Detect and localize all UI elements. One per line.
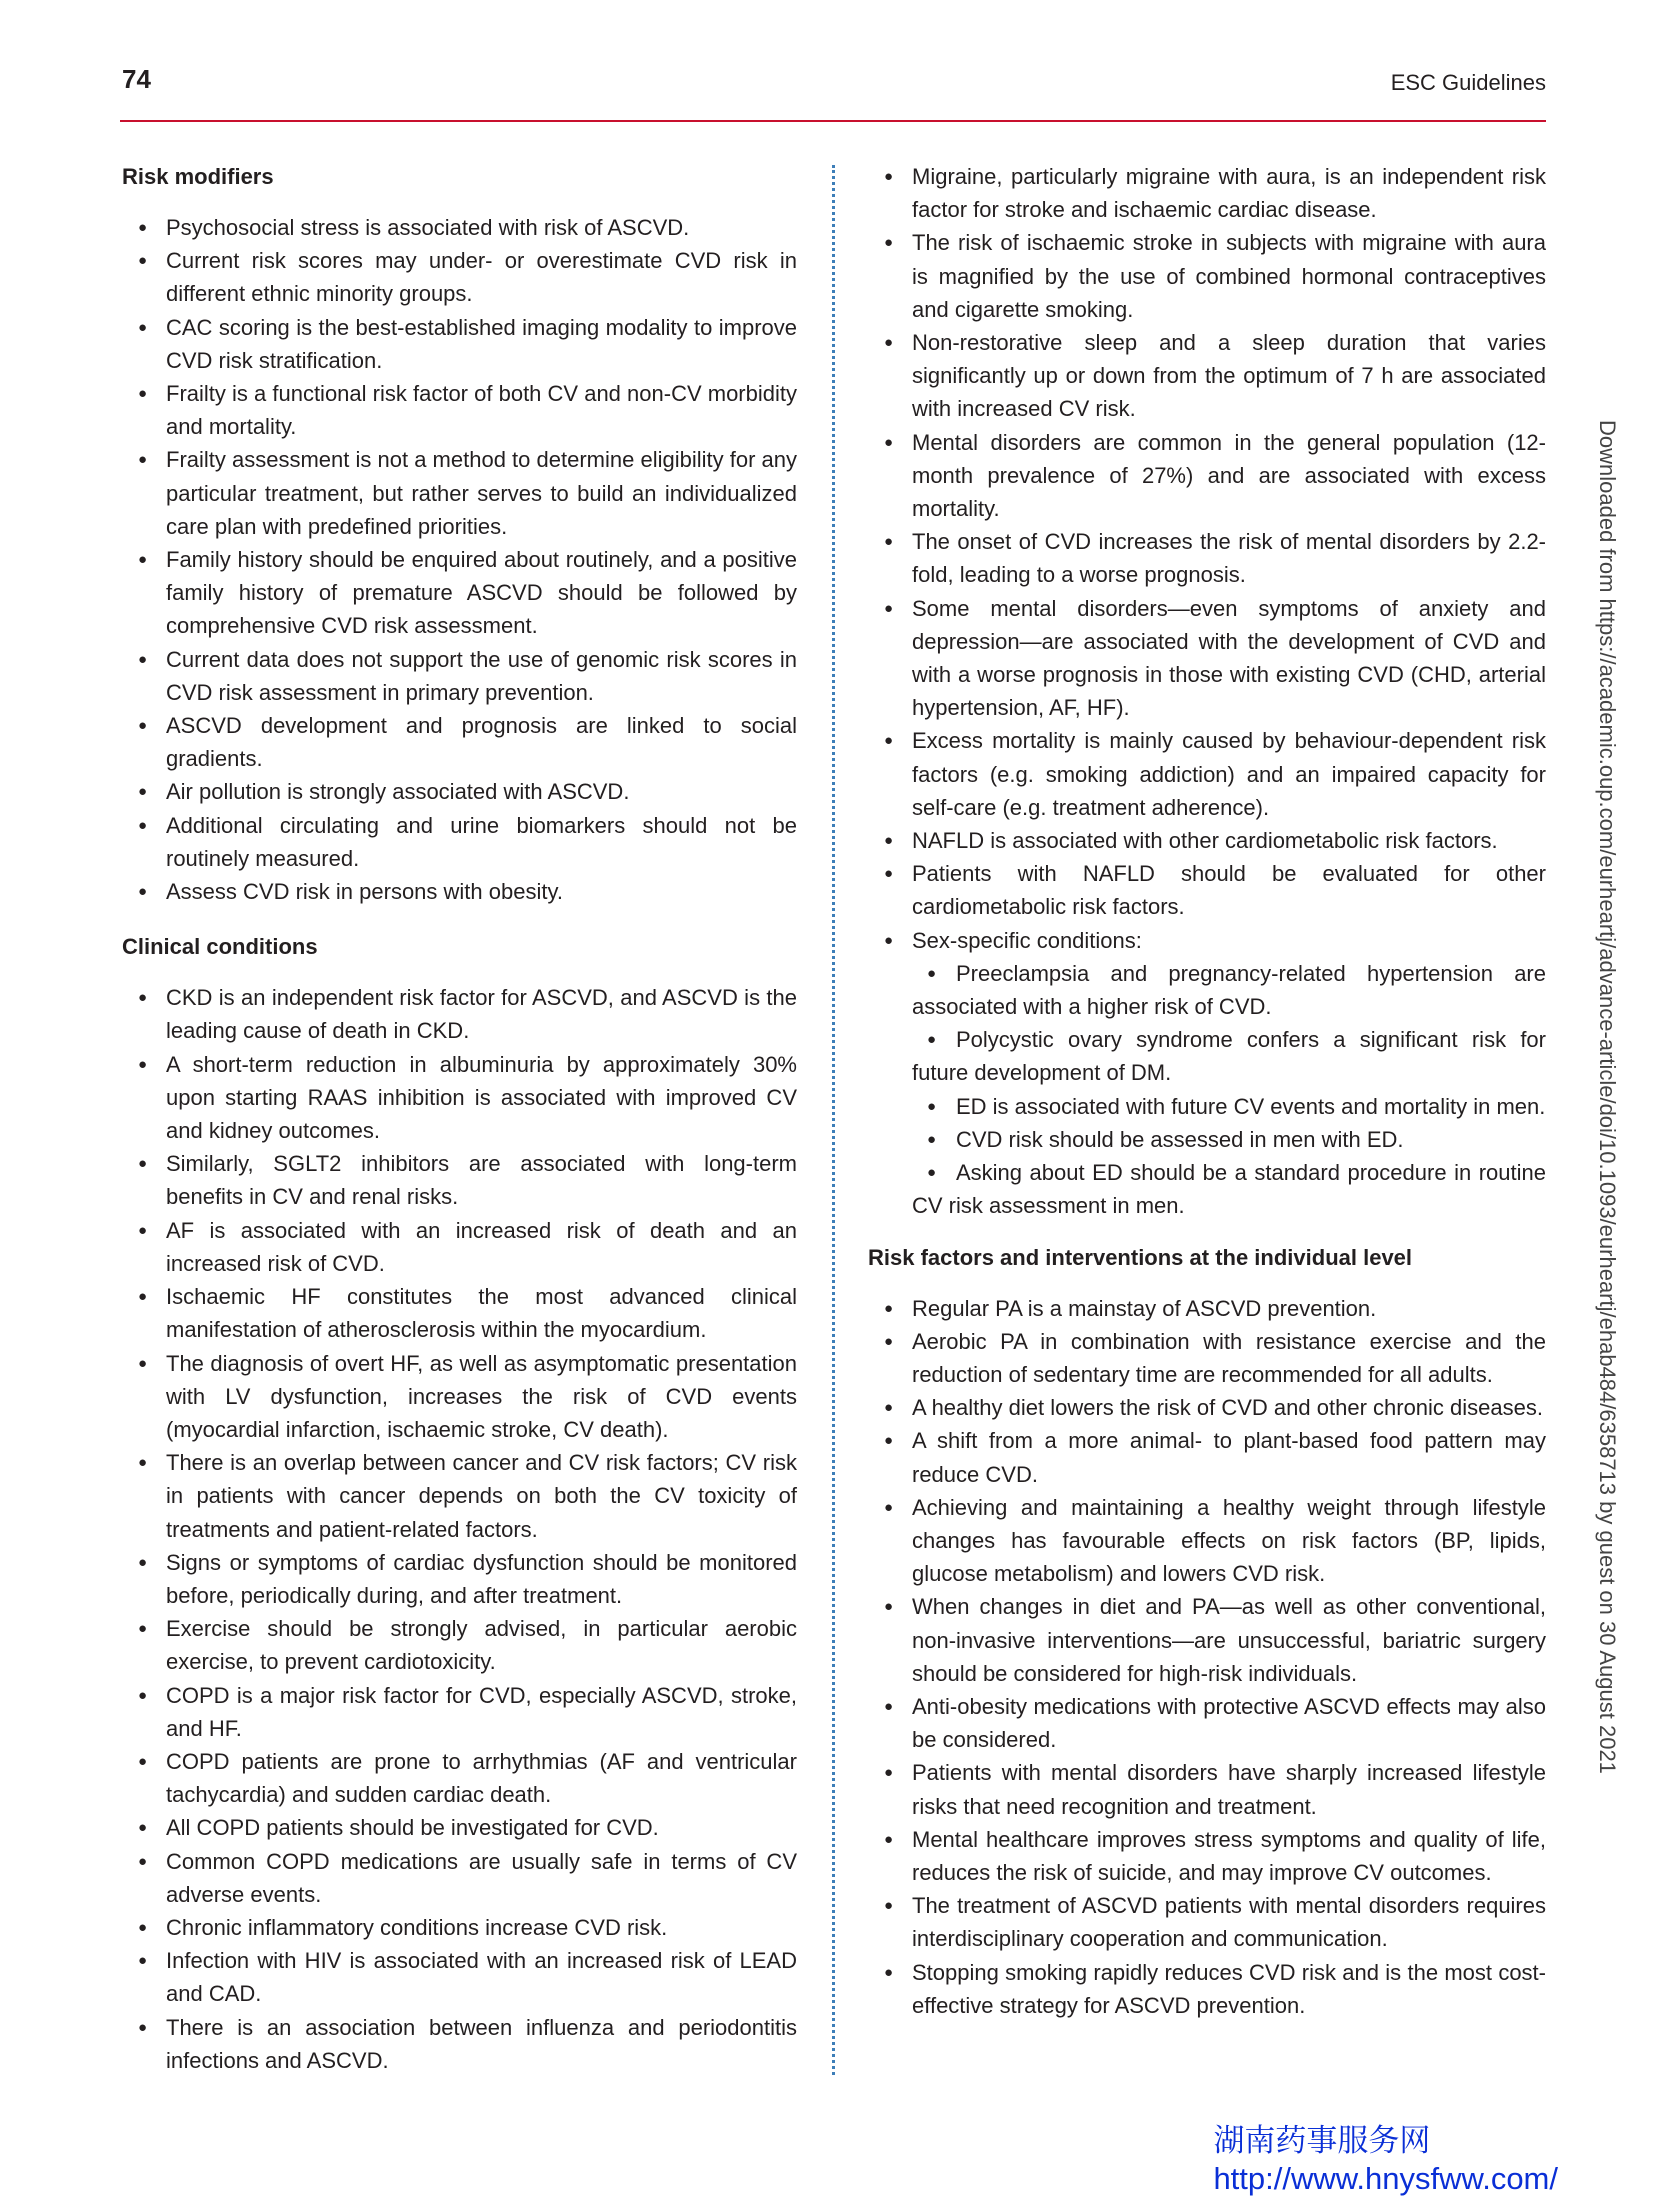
list-item: ● ASCVD development and prognosis are linked to social gradients. xyxy=(122,709,797,775)
list-item: ● COPD is a major risk factor for CVD, especially ASCVD, stroke, and HF. xyxy=(122,1679,797,1745)
watermark xyxy=(1213,2122,1558,2198)
list-item: ● Air pollution is strongly associated with ASCVD. xyxy=(122,775,797,808)
list-item: ● Exercise should be strongly advised, in particular aerobic exercise, to prevent cardiotoxicity. xyxy=(122,1612,797,1678)
list-item: ● NAFLD is associated with other cardiometabolic risk factors. xyxy=(868,824,1546,857)
list-item: ● COPD patients are prone to arrhythmias (AF and ventricular tachycardia) and sudden cardiac death. xyxy=(122,1745,797,1811)
right-column xyxy=(868,160,1546,2022)
list-item: ● Asking about ED should be a standard procedure in routine CV risk assessment in men. xyxy=(912,1156,1546,1222)
list-item: ● Some mental disorders—even symptoms of anxiety and depression—are associated with the development of CVD and with a worse prognosis in those with existing CVD (CHD, arterial hypertension, AF, HF). xyxy=(868,592,1546,725)
list-item: ● All COPD patients should be investigated for CVD. xyxy=(122,1811,797,1844)
list-item: ● Additional circulating and urine biomarkers should not be routinely measured. xyxy=(122,809,797,875)
list-item: ● Assess CVD risk in persons with obesity. xyxy=(122,875,797,908)
column-divider xyxy=(832,165,835,2075)
list-item: ● Infection with HIV is associated with an increased risk of LEAD and CAD. xyxy=(122,1944,797,2010)
list-item: ● Stopping smoking rapidly reduces CVD risk and is the most cost-effective strategy for ASCVD prevention. xyxy=(868,1956,1546,2022)
header-rule xyxy=(120,120,1546,122)
list-item: ● The risk of ischaemic stroke in subjects with migraine with aura is magnified by the use of combined hormonal contraceptives and cigarette smoking. xyxy=(868,226,1546,326)
list-item: ● Non-restorative sleep and a sleep duration that varies significantly up or down from the optimum of 7 h are associated with increased CV risk. xyxy=(868,326,1546,426)
list-item: ● Mental disorders are common in the general population (12-month prevalence of 27%) and are associated with excess mortality. xyxy=(868,426,1546,526)
list-item: ● AF is associated with an increased risk of death and an increased risk of CVD. xyxy=(122,1214,797,1280)
list-item: ● The diagnosis of overt HF, as well as asymptomatic presentation with LV dysfunction, increases the risk of CVD events (myocardial infarction, ischaemic stroke, CV death). xyxy=(122,1347,797,1447)
list-item: ● CKD is an independent risk factor for ASCVD, and ASCVD is the leading cause of death in CKD. xyxy=(122,981,797,1047)
list-item: ● Excess mortality is mainly caused by behaviour-dependent risk factors (e.g. smoking addiction) and an impaired capacity for self-care (e.g. treatment adherence). xyxy=(868,724,1546,824)
list-item: ● Mental healthcare improves stress symptoms and quality of life, reduces the risk of suicide, and may improve CV outcomes. xyxy=(868,1823,1546,1889)
sex-specific-sublist xyxy=(912,957,1546,1223)
list-item: ● Regular PA is a mainstay of ASCVD prevention. xyxy=(868,1292,1546,1325)
list-item: ● When changes in diet and PA—as well as other conventional, non-invasive interventions—are unsuccessful, bariatric surgery should be considered for high-risk individuals. xyxy=(868,1590,1546,1690)
sex-specific-list xyxy=(868,924,1546,1223)
list-item: ● Polycystic ovary syndrome confers a significant risk for future development of DM. xyxy=(912,1023,1546,1089)
list-item: ● Family history should be enquired about routinely, and a positive family history of premature ASCVD should be followed by comprehensive CVD risk assessment. xyxy=(122,543,797,643)
list-item: ● Signs or symptoms of cardiac dysfunction should be monitored before, periodically during, and after treatment. xyxy=(122,1546,797,1612)
list-item: ● CAC scoring is the best-established imaging modality to improve CVD risk stratification. xyxy=(122,311,797,377)
list-item: ● Current data does not support the use of genomic risk scores in CVD risk assessment in primary prevention. xyxy=(122,643,797,709)
individual-level-list xyxy=(868,1292,1546,2022)
list-item: ● Common COPD medications are usually safe in terms of CV adverse events. xyxy=(122,1845,797,1911)
list-item: ● Frailty assessment is not a method to determine eligibility for any particular treatment, but rather serves to build an individualized care plan with predefined priorities. xyxy=(122,443,797,543)
list-item: ● Patients with NAFLD should be evaluated for other cardiometabolic risk factors. xyxy=(868,857,1546,923)
list-item: ● Chronic inflammatory conditions increase CVD risk. xyxy=(122,1911,797,1944)
list-item: ● Frailty is a functional risk factor of both CV and non-CV morbidity and mortality. xyxy=(122,377,797,443)
sex-specific-label: Sex-specific conditions: xyxy=(912,927,1142,953)
list-item: ● There is an association between influenza and periodontitis infections and ASCVD. xyxy=(122,2011,797,2077)
left-column xyxy=(122,160,797,2077)
risk-modifiers-list xyxy=(122,211,797,908)
continued-list xyxy=(868,160,1546,924)
list-item: ● CVD risk should be assessed in men with ED. xyxy=(912,1123,1546,1156)
section-heading-clinical-conditions: Clinical conditions xyxy=(122,934,318,960)
list-item: ● Achieving and maintaining a healthy weight through lifestyle changes has favourable effects on risk factors (BP, lipids, glucose metabolism) and lowers CVD risk. xyxy=(868,1491,1546,1591)
watermark-url: http://www.hnysfww.com/ xyxy=(1213,2161,1558,2196)
download-side-note: Downloaded from https://academic.oup.com/eurheartj/advance-article/doi/10.1093/eurheartj/ehab484/6358713 by guest on 30 August 2021 xyxy=(1595,420,1620,1774)
clinical-conditions-list xyxy=(122,981,797,2077)
list-item: ● Psychosocial stress is associated with risk of ASCVD. xyxy=(122,211,797,244)
list-item: ● A short-term reduction in albuminuria by approximately 30% upon starting RAAS inhibition is associated with improved CV and kidney outcomes. xyxy=(122,1048,797,1148)
list-item: ● A healthy diet lowers the risk of CVD and other chronic diseases. xyxy=(868,1391,1546,1424)
watermark-title: 湖南药事服务网 xyxy=(1213,2123,1431,2158)
page-number: 74 xyxy=(122,64,151,94)
section-heading-risk-modifiers: Risk modifiers xyxy=(122,164,274,189)
list-item: ● Migraine, particularly migraine with aura, is an independent risk factor for stroke and ischaemic cardiac disease. xyxy=(868,160,1546,226)
list-item xyxy=(868,924,1546,1223)
list-item: ● Patients with mental disorders have sharply increased lifestyle risks that need recognition and treatment. xyxy=(868,1756,1546,1822)
list-item: ● The onset of CVD increases the risk of mental disorders by 2.2-fold, leading to a worse prognosis. xyxy=(868,525,1546,591)
list-item: ● ED is associated with future CV events and mortality in men. xyxy=(912,1090,1546,1123)
running-head: ESC Guidelines xyxy=(1390,70,1546,95)
list-item: ● Preeclampsia and pregnancy-related hypertension are associated with a higher risk of CVD. xyxy=(912,957,1546,1023)
list-item: ● There is an overlap between cancer and CV risk factors; CV risk in patients with cancer depends on both the CV toxicity of treatments and patient-related factors. xyxy=(122,1446,797,1546)
list-item: ● Aerobic PA in combination with resistance exercise and the reduction of sedentary time are recommended for all adults. xyxy=(868,1325,1546,1391)
list-item: ● A shift from a more animal- to plant-based food pattern may reduce CVD. xyxy=(868,1424,1546,1490)
list-item: ● Current risk scores may under- or overestimate CVD risk in different ethnic minority groups. xyxy=(122,244,797,310)
list-item: ● The treatment of ASCVD patients with mental disorders requires interdisciplinary cooperation and communication. xyxy=(868,1889,1546,1955)
list-item: ● Similarly, SGLT2 inhibitors are associated with long-term benefits in CV and renal risks. xyxy=(122,1147,797,1213)
list-item: ● Anti-obesity medications with protective ASCVD effects may also be considered. xyxy=(868,1690,1546,1756)
list-item: ● Ischaemic HF constitutes the most advanced clinical manifestation of atherosclerosis within the myocardium. xyxy=(122,1280,797,1346)
section-heading-individual-level: Risk factors and interventions at the individual level xyxy=(868,1244,1413,1270)
